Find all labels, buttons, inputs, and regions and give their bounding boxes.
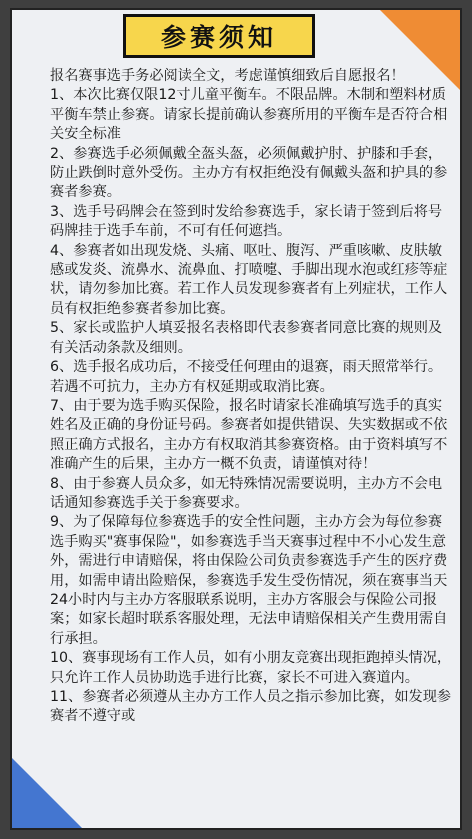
title-banner bbox=[123, 14, 315, 58]
notice-card bbox=[10, 8, 462, 830]
rule-item-9: 9、为了保障每位参赛选手的安全性问题，主办方会为每位参赛选手购买"赛事保险"，如参赛选手当天赛事过程中不小心发生意外，需进行申请赔保，将由保险公司负责参赛选手产生的医疗费用，如需申请出险赔保，参赛选手发生受伤情况，须在赛事当天24小时内与主办方客服联系说明，主办方客服会与保险公司报案；如家长超时联系客服处理，无法申请赔保相关产生费用需自行承担。 bbox=[50, 514, 448, 647]
notice-body bbox=[50, 67, 454, 727]
rule-item-11: 11、参赛者必须遵从主办方工作人员之指示参加比赛，如发现参赛者不遵守或 bbox=[50, 689, 452, 725]
rule-item-1: 1、本次比赛仅限12寸儿童平衡车。不限品牌。木制和塑料材质平衡车禁止参赛。请家长提前确认参赛所用的平衡车是否符合相关安全标准 bbox=[50, 87, 448, 143]
rule-item-6: 6、选手报名成功后，不接受任何理由的退赛，雨天照常举行。若遇不可抗力，主办方有权延期或取消比赛。 bbox=[50, 359, 443, 395]
corner-triangle-blue bbox=[12, 758, 82, 828]
rule-item-5: 5、家长或监护人填妥报名表格即代表参赛者同意比赛的规则及有关活动条款及细则。 bbox=[50, 320, 443, 356]
intro-paragraph: 报名赛事选手务必阅读全文，考虑谨慎细致后自愿报名！ bbox=[50, 68, 405, 84]
rule-item-8: 8、由于参赛人员众多，如无特殊情况需要说明，主办方不会电话通知参赛选手关于参赛要求。 bbox=[50, 475, 443, 511]
rule-item-2: 2、参赛选手必须佩戴全盔头盔，必须佩戴护肘、护膝和手套，防止跌倒时意外受伤。主办方有权拒绝没有佩戴头盔和护具的参赛者参赛。 bbox=[50, 145, 448, 201]
rule-item-4: 4、参赛者如出现发烧、头痛、呕吐、腹泻、严重咳嗽、皮肤敏感或发炎、流鼻水、流鼻血、打喷嚏、手脚出现水泡或红疹等症状，请勿参加比赛。若工作人员发现参赛者有上列症状，工作人员有权拒绝参赛者参加比赛。 bbox=[50, 242, 448, 317]
page-title: 参赛须知 bbox=[160, 23, 277, 52]
rule-item-3: 3、选手号码牌会在签到时发给参赛选手，家长请于签到后将号码牌挂于选手车前，不可有任何遮挡。 bbox=[50, 203, 443, 240]
rule-item-10: 10、赛事现场有工作人员，如有小朋友竞赛出现拒跑掉头情况，只允许工作人员协助选手进行比赛，家长不可进入赛道内。 bbox=[50, 650, 452, 686]
rule-item-7: 7、由于要为选手购买保险，报名时请家长准确填写选手的真实姓名及正确的身份证号码。参赛者如提供错误、失实数据或不依照正确方式报名，主办方有权取消其参赛资格。由于资料填写不准确产生的后果，主办方一概不负责，请谨慎对待！ bbox=[50, 397, 448, 473]
